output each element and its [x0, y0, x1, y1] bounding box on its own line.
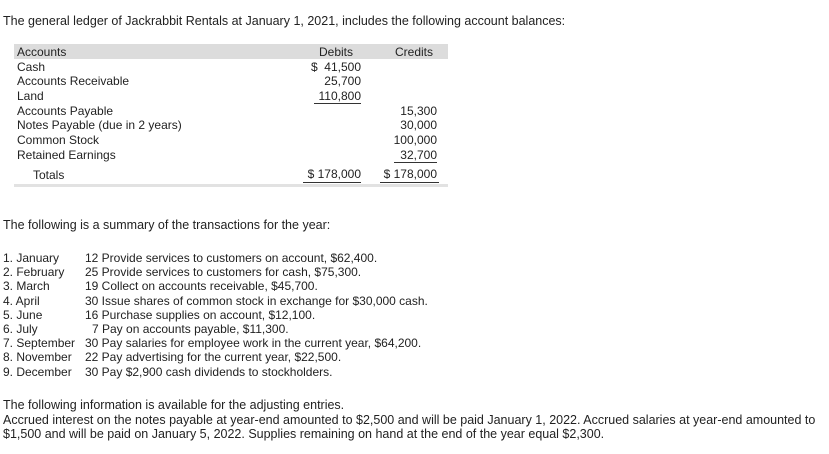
transaction-text: 12 Provide services to customers on account, $62,400.	[85, 251, 378, 265]
transaction-month: 7. September	[3, 336, 76, 351]
transaction-month: 9. December	[3, 364, 72, 379]
transaction-month: 8. November	[3, 350, 72, 365]
credit-value: 100,000	[393, 133, 437, 147]
transaction-month: 3. March	[3, 279, 50, 294]
transaction-text: 16 Purchase supplies on account, $12,100.	[85, 307, 316, 322]
account-name: Accounts Payable	[17, 104, 114, 118]
credit-value: 30,000	[400, 118, 437, 132]
list-item	[3, 350, 428, 364]
transaction-text: 30 Issue shares of common stock in exchange for $30,000 cash.	[85, 293, 428, 308]
account-name: Cash	[17, 60, 46, 74]
account-name: Accounts Receivable	[17, 74, 130, 88]
transaction-list	[3, 251, 428, 379]
debit-value: 25,700	[324, 74, 361, 88]
totals-debit: $ 178,000	[307, 167, 361, 181]
list-item	[3, 308, 428, 322]
account-name: Land	[17, 89, 44, 103]
intro-text: The general ledger of Jackrabbit Rentals at January 1, 2021, includes the following account balances:	[3, 14, 566, 28]
summary-title: The following is a summary of the transactions for the year:	[3, 218, 331, 232]
list-item	[3, 322, 428, 336]
account-name: Retained Earnings	[17, 148, 116, 162]
credit-value: 15,300	[400, 104, 437, 118]
list-item	[3, 265, 428, 279]
transaction-text: 30 Pay salaries for employee work in the current year, $64,200.	[85, 336, 422, 351]
transaction-month: 6. July	[3, 322, 38, 337]
adjusting-title: The following information is available for the adjusting entries.	[3, 398, 345, 412]
list-item	[3, 365, 428, 379]
account-name: Notes Payable (due in 2 years)	[17, 118, 182, 132]
transaction-text: 19 Collect on accounts receivable, $45,700.	[85, 279, 318, 294]
transaction-text: 25 Provide services to customers for cash, $75,300.	[85, 265, 362, 280]
credit-value: 32,700	[394, 148, 437, 163]
transaction-text: 22 Pay advertising for the current year, $22,500.	[85, 350, 342, 365]
transaction-month: 4. April	[3, 293, 40, 308]
transaction-month: 2. February	[3, 265, 65, 280]
totals-label: Totals	[33, 168, 65, 182]
totals-credit: $ 178,000	[383, 167, 437, 181]
list-item	[3, 336, 428, 350]
transaction-month: 1. January	[3, 251, 60, 265]
adjusting-body: Accrued interest on the notes payable at year-end amounted to $2,500 and will be paid January 1, 2022. Accrued salaries at year-end amounted to $1,500 and will be paid on January 5, 2022. Supplies remaining on hand at the end of the year equal $2,300.	[3, 412, 816, 442]
transaction-month: 5. June	[3, 307, 43, 322]
debit-value: $ 41,500	[310, 60, 361, 74]
ledger-header-row	[14, 44, 448, 59]
account-name: Common Stock	[17, 133, 100, 147]
ledger-footer-bar	[14, 184, 448, 187]
list-item	[3, 251, 428, 265]
debit-value: 110,800	[314, 89, 361, 104]
header-debits: Debits	[319, 45, 354, 59]
list-item	[3, 279, 428, 293]
ledger-table	[14, 44, 448, 186]
list-item	[3, 294, 428, 308]
header-accounts: Accounts	[17, 45, 67, 59]
header-credits: Credits	[395, 45, 434, 59]
adjusting-info	[3, 398, 823, 442]
transaction-text: 7 Pay on accounts payable, $11,300.	[92, 322, 289, 337]
transaction-text: 30 Pay $2,900 cash dividends to stockholders.	[85, 364, 333, 379]
